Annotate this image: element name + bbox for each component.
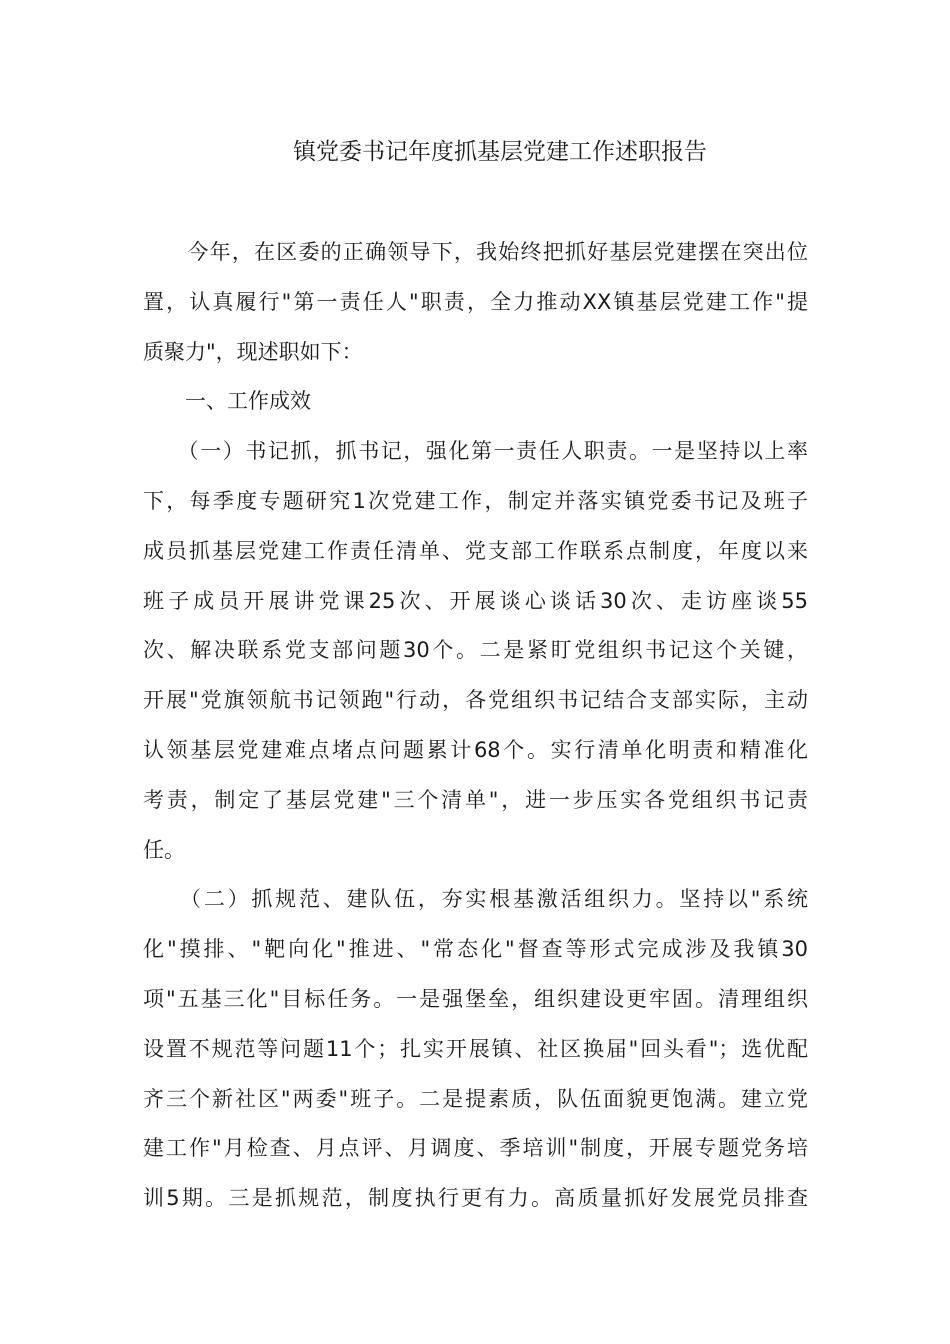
section-heading: 一、工作成效 [143,389,311,414]
body-line: 置，认真履行"第一责任人"职责，全力推动XX镇基层党建工作"提 [143,289,808,314]
body-line: 成员抓基层党建工作责任清单、党支部工作联系点制度，年度以来 [143,538,808,563]
body-line: 下，每季度专题研究1次党建工作，制定并落实镇党委书记及班子 [143,488,808,513]
body-line: 班子成员开展讲党课25次、开展谈心谈话30次、走访座谈55 [143,588,808,613]
body-line: 开展"党旗领航书记领跑"行动，各党组织书记结合支部实际，主动 [143,688,808,713]
body-line: （一）书记抓，抓书记，强化第一责任人职责。一是坚持以上率 [143,439,808,464]
document-body [143,228,808,1224]
body-line: 项"五基三化"目标任务。一是强堡垒，组织建设更牢固。清理组织 [143,986,808,1011]
body-line: 质聚力"，现述职如下： [143,339,363,364]
body-line: 设置不规范等问题11个；扎实开展镇、社区换届"回头看"；选优配 [143,1036,808,1061]
body-line: 任。 [143,837,185,862]
body-line: 化"摸排、"靶向化"推进、"常态化"督查等形式完成涉及我镇30 [143,937,808,962]
document-title: 镇党委书记年度抓基层党建工作述职报告 [293,139,707,165]
body-line: 认领基层党建难点堵点问题累计68个。实行清单化明责和精准化 [143,737,808,762]
body-line: 训5期。三是抓规范，制度执行更有力。高质量抓好发展党员排查 [143,1186,808,1211]
body-line: （二）抓规范、建队伍，夯实根基激活组织力。坚持以"系统 [143,887,808,912]
body-line: 考责，制定了基层党建"三个清单"，进一步压实各党组织书记责 [143,787,808,812]
body-line: 齐三个新社区"两委"班子。二是提素质，队伍面貌更饱满。建立党 [143,1086,808,1111]
body-line: 今年，在区委的正确领导下，我始终把抓好基层党建摆在突出位 [143,240,808,264]
body-line: 次、解决联系党支部问题30个。二是紧盯党组织书记这个关键， [143,638,808,663]
body-line: 建工作"月检查、月点评、月调度、季培训"制度，开展专题党务培 [143,1136,808,1161]
